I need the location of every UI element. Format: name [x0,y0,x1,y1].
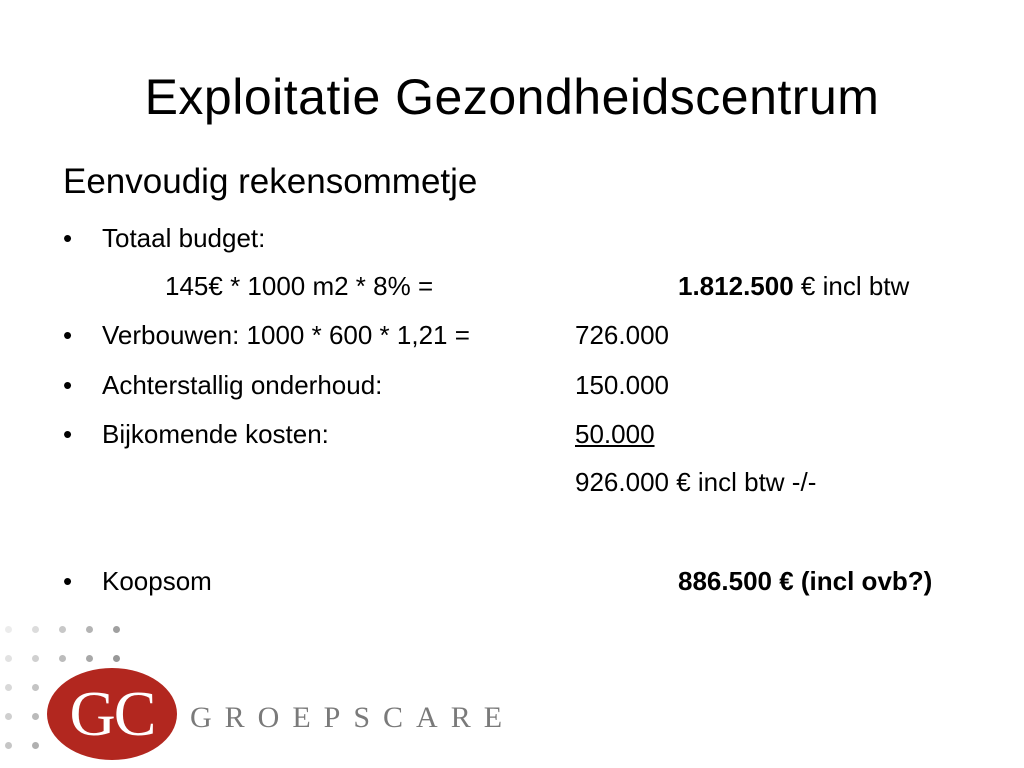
achterstallig-value: 150.000 [575,370,669,400]
dot [86,655,93,662]
dot [5,655,12,662]
bullet-icon: • [63,566,73,596]
bullet-icon: • [63,419,73,449]
dot [5,626,12,633]
logo-wordmark: GROEPSCARE [190,701,516,734]
slide-subtitle: Eenvoudig rekensommetje [63,162,478,201]
dot [113,626,120,633]
logo-initials: GC [69,678,155,749]
budget-result [678,269,909,303]
bijkomende-label: Bijkomende kosten: [102,419,329,449]
dot [32,713,39,720]
dot [32,626,39,633]
budget-label: Totaal budget: [102,223,266,253]
slide-title: Exploitatie Gezondheidscentrum [144,69,880,125]
verbouwen-value: 726.000 [575,320,669,350]
dot [5,713,12,720]
dot [5,742,12,749]
bullet-icon: • [63,320,73,350]
dot [32,655,39,662]
bullet-icon: • [63,223,73,253]
koopsom-label: Koopsom [102,566,212,596]
dot [86,626,93,633]
dot [5,684,12,691]
subtotal-value: 926.000 € incl btw -/- [575,467,817,497]
budget-value: 1.812.500 [678,271,794,301]
koopsom-value: 886.500 € (incl ovb?) [678,566,933,596]
dot [32,684,39,691]
dot [32,742,39,749]
bullet-icon: • [63,370,73,400]
dot [59,655,66,662]
bijkomende-value: 50.000 [575,419,655,449]
dot [113,655,120,662]
achterstallig-label: Achterstallig onderhoud: [102,370,383,400]
dot [59,626,66,633]
verbouwen-label: Verbouwen: 1000 * 600 * 1,21 = [102,320,470,350]
budget-suffix: € incl btw [793,271,910,301]
budget-formula: 145€ * 1000 m2 * 8% = [165,271,434,301]
